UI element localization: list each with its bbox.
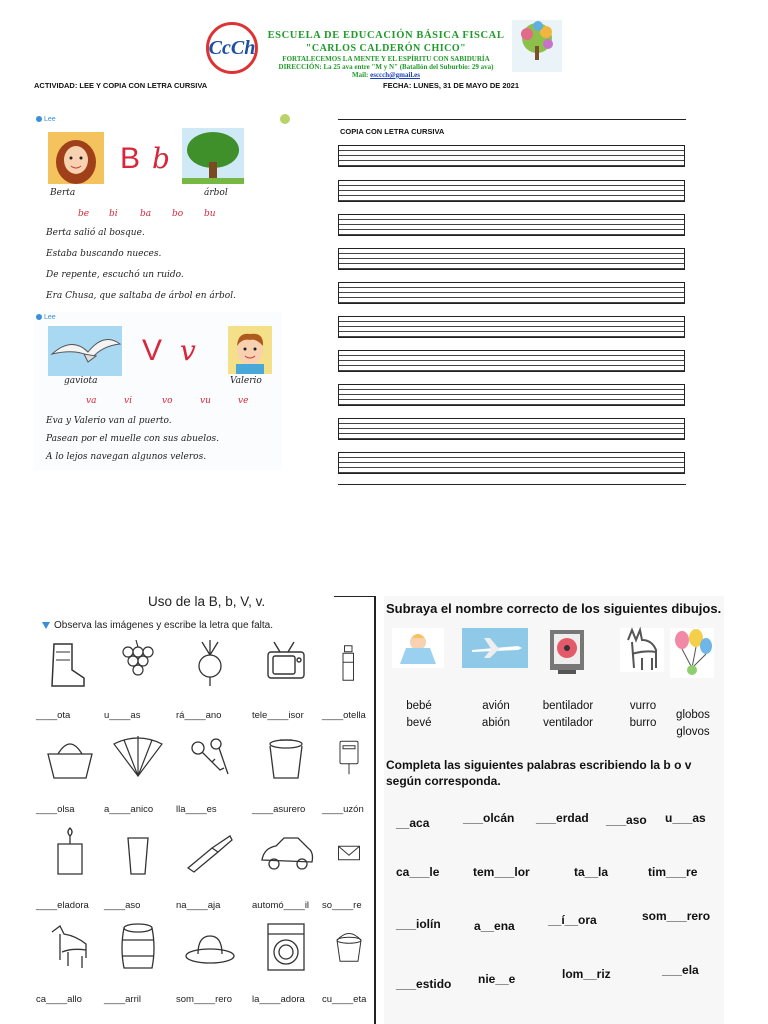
word-option[interactable]: globos — [676, 709, 710, 721]
date-label: FECHA: LUNES, 31 DE MAYO DE 2021 — [383, 81, 520, 90]
fill-word[interactable]: ___ela — [662, 963, 699, 977]
school-name: ESCUELA DE EDUCACIÓN BÁSICA FISCAL — [267, 30, 505, 41]
hat-icon — [182, 920, 238, 974]
fill-word[interactable]: la____adora — [252, 994, 305, 1005]
card-b-tag-text: Lee — [44, 116, 56, 123]
knife-icon — [182, 826, 238, 880]
letter-b-lower: b — [152, 142, 170, 175]
school-mail — [262, 71, 510, 79]
fill-word[interactable]: ____olsa — [36, 804, 75, 815]
reading-line: Eva y Valerio van al puerto. — [46, 416, 172, 426]
worksheet-title: Uso de la B, b, V, v. — [148, 594, 266, 609]
fill-word[interactable]: tim___re — [648, 865, 698, 879]
word-option[interactable]: glovos — [676, 726, 710, 738]
caption-arbol: árbol — [204, 188, 228, 198]
fill-word[interactable]: so____re — [322, 900, 362, 911]
writing-lines[interactable] — [338, 452, 685, 474]
horse-icon — [42, 920, 98, 974]
tv-icon — [258, 636, 314, 690]
fill-word[interactable]: tem___lor — [473, 865, 530, 879]
fill-word[interactable]: ____aso — [104, 900, 141, 911]
school-address: DIRECCIÓN: La 25 ava entre "M y N" (Batallón del Suburbio: 29 ava) — [278, 63, 494, 71]
letter-v-upper: V — [142, 334, 163, 367]
mailbox-icon — [328, 730, 370, 784]
word-option[interactable]: bentilador — [542, 700, 594, 712]
boot-icon — [42, 636, 98, 690]
fill-word[interactable]: __í__ora — [548, 913, 597, 927]
right-worksheet — [384, 596, 724, 1024]
fill-word[interactable]: ____asurero — [252, 804, 306, 815]
caption-valerio: Valerio — [230, 376, 262, 386]
syllable-item: vu — [200, 396, 211, 406]
keys-icon — [182, 730, 238, 784]
reading-line: Pasean por el muelle con sus abuelos. — [46, 434, 220, 444]
reading-line: De repente, escuchó un ruido. — [46, 270, 184, 280]
triangle-icon — [42, 622, 50, 629]
bucket-icon — [328, 920, 370, 974]
fill-word[interactable]: ___aso — [606, 813, 647, 827]
reading-line: Era Chusa, que saltaba de árbol en árbol. — [46, 291, 236, 301]
fill-word[interactable]: rá____ano — [176, 710, 222, 721]
complete-title: Completa las siguientes palabras escribiendo la b o v según corresponda. — [386, 758, 692, 788]
tree-icon — [182, 128, 244, 184]
school-name-2: "CARLOS CALDERÓN CHICO" — [305, 43, 467, 54]
fill-word[interactable]: ____eladora — [36, 900, 89, 911]
school-motto: FORTALECEMOS LA MENTE Y EL ESPÍRITU CON SABIDURÍA — [282, 55, 490, 63]
dot-icon — [36, 116, 42, 122]
card-v-tag — [36, 314, 56, 321]
instruction-text: Observa las imágenes y escribe la letra que falta. — [54, 620, 273, 631]
syllable-item: bi — [109, 209, 118, 219]
fill-word[interactable]: tele____isor — [252, 710, 304, 721]
reading-line: Estaba buscando nueces. — [46, 249, 162, 259]
copy-bottom-rule — [338, 484, 686, 485]
envelope-icon — [328, 826, 370, 880]
writing-lines[interactable] — [338, 145, 685, 167]
copy-title: COPIA CON LETRA CURSIVA — [340, 127, 445, 136]
writing-lines[interactable] — [338, 214, 685, 236]
glass-icon — [110, 826, 166, 880]
mail-label: Mail: — [352, 71, 369, 79]
reading-line: Berta salió al bosque. — [46, 228, 145, 238]
word-option[interactable]: avión — [482, 700, 510, 712]
syllable-item: be — [78, 209, 90, 219]
mail-link[interactable]: esccch@gmail.es — [370, 71, 420, 79]
fill-word[interactable]: automó____il — [252, 900, 310, 911]
trash-can-icon — [258, 730, 314, 784]
syllable-item: bu — [204, 209, 216, 219]
letter-b-upper: B — [120, 142, 141, 175]
fill-word[interactable]: ___erdad — [536, 811, 589, 825]
fill-word[interactable]: nie__e — [478, 972, 516, 986]
fill-word[interactable]: ca___le — [396, 865, 440, 879]
fill-word[interactable]: u____as — [104, 710, 141, 721]
fill-word[interactable]: ___iolín — [396, 917, 441, 931]
fill-word[interactable]: na____aja — [176, 900, 221, 911]
fill-word[interactable]: ____ota — [36, 710, 71, 721]
word-option[interactable]: vurro — [629, 700, 657, 712]
word-option[interactable]: bevé — [406, 717, 432, 729]
grapes-icon — [110, 636, 166, 690]
caption-berta: Berta — [50, 188, 76, 198]
writing-lines[interactable] — [338, 248, 685, 270]
fill-word[interactable]: lom__riz — [562, 967, 611, 981]
syllable-item: va — [86, 396, 97, 406]
fill-word[interactable]: ____uzón — [322, 804, 364, 815]
worksheet-frame-right — [374, 596, 376, 1024]
fan-icon — [110, 730, 166, 784]
barrel-icon — [110, 920, 166, 974]
activity-label: ACTIVIDAD: LEE Y COPIA CON LETRA CURSIVA — [34, 81, 208, 90]
girl-icon — [48, 132, 104, 184]
reading-card-b — [34, 108, 282, 306]
worksheet-frame-top — [334, 596, 376, 597]
fill-word[interactable]: som___rero — [642, 909, 711, 923]
copy-top-rule — [338, 119, 686, 120]
syllable-item: ba — [140, 209, 152, 219]
fill-word[interactable]: __aca — [396, 816, 430, 830]
syllable-item: bo — [172, 209, 184, 219]
word-option[interactable]: bebé — [406, 700, 432, 712]
bag-icon — [42, 730, 98, 784]
radish-icon — [182, 636, 238, 690]
fill-word[interactable]: som____rero — [176, 994, 232, 1005]
washer-icon — [258, 920, 314, 974]
writing-lines[interactable] — [338, 180, 685, 202]
fill-word[interactable]: ____arril — [104, 994, 141, 1005]
writing-lines[interactable] — [338, 418, 685, 440]
worksheet-instruction — [42, 620, 273, 631]
fill-word[interactable]: a____anico — [104, 804, 154, 815]
caption-gaviota: gaviota — [64, 376, 98, 386]
fill-word[interactable]: a__ena — [474, 919, 515, 933]
syllable-item: vo — [162, 396, 173, 406]
reading-line: A lo lejos navegan algunos veleros. — [46, 452, 207, 462]
fill-word[interactable]: lla____es — [176, 804, 217, 815]
word-option[interactable]: abión — [481, 717, 511, 729]
letter-v-lower: v — [180, 334, 196, 367]
sound-icon — [280, 114, 290, 124]
fill-word[interactable]: u___as — [665, 811, 706, 825]
fill-word[interactable]: ___estido — [396, 977, 452, 991]
fill-word[interactable]: cu____eta — [322, 994, 367, 1005]
writing-lines[interactable] — [338, 350, 685, 372]
seagull-icon — [48, 326, 122, 376]
reading-card-v — [34, 312, 282, 470]
car-icon — [258, 826, 314, 880]
school-logo-text: CcCh — [208, 36, 256, 59]
writing-lines[interactable] — [338, 316, 685, 338]
word-option[interactable]: burro — [629, 717, 657, 729]
fill-word[interactable]: ___olcán — [463, 811, 515, 825]
fill-word[interactable]: ____otella — [322, 710, 366, 721]
dot-icon — [36, 314, 42, 320]
card-v-tag-text: Lee — [44, 314, 56, 321]
fill-word[interactable]: ca____allo — [36, 994, 82, 1005]
underline-title: Subraya el nombre correcto de los siguientes dibujos. — [386, 601, 722, 616]
fill-word[interactable]: ta__la — [574, 865, 609, 879]
bottle-icon — [328, 636, 370, 690]
school-logo — [206, 22, 258, 74]
writing-lines[interactable] — [338, 384, 685, 406]
syllable-item: vi — [124, 396, 132, 406]
card-b-tag — [36, 116, 56, 123]
boy-icon — [228, 326, 272, 374]
syllable-item: ve — [238, 396, 249, 406]
writing-lines[interactable] — [338, 282, 685, 304]
candle-icon — [42, 826, 98, 880]
word-option[interactable]: ventilador — [543, 717, 593, 729]
tree-logo-icon — [512, 20, 562, 72]
